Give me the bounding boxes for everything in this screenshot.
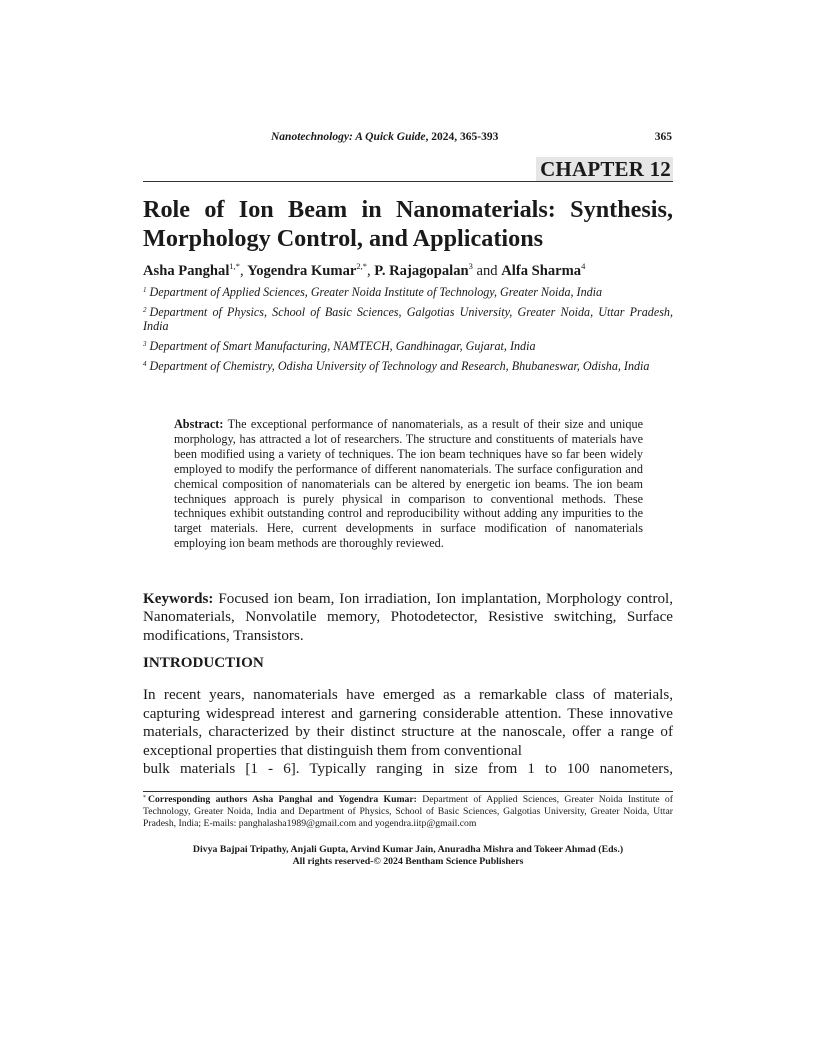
- copyright-line: All rights reserved-© 2024 Bentham Science Publishers: [292, 855, 524, 867]
- affiliation-text: Department of Physics, School of Basic Sciences, Galgotias University, Greater Noida, Uttar Pradesh, India: [143, 304, 673, 334]
- author-affil-mark: 2,*: [356, 261, 367, 271]
- affiliation-list: [143, 285, 673, 379]
- author-name: Asha Panghal: [143, 263, 230, 279]
- author-affil-mark: 3: [468, 261, 473, 271]
- journal-citation: [271, 131, 498, 143]
- abstract-text: The exceptional performance of nanomaterials, as a result of their size and unique morphology, has attracted a lot of researchers. The structure and constituents of materials have been modified using a variety of techniques. The ion beam techniques have so far been widely employed to modify the performance of different nanomaterials. The surface configuration and chemical composition of nanomaterials can be altered by energetic ion beams. The ion beam techniques approach is purely physical in comparison to conventional methods. These techniques exhibit outstanding control and reproducibility without adding any impurities to the target materials. Here, current developments in surface modification of nanomaterials employing ion beam methods are thoroughly reviewed.: [174, 417, 643, 551]
- affiliation-text: Department of Chemistry, Odisha University of Technology and Research, Bhubaneswar, Odisha, India: [149, 359, 650, 374]
- running-head: [143, 131, 673, 147]
- title-line-2: Morphology Control, and Applications: [143, 224, 544, 252]
- author-separator: and: [472, 263, 502, 279]
- abstract: [174, 417, 643, 551]
- footnote-label: Corresponding authors Asha Panghal and Yogendra Kumar:: [148, 794, 417, 805]
- author-name: Alfa Sharma: [501, 263, 582, 279]
- affiliation-number: 1: [143, 286, 147, 294]
- author-name: P. Rajagopalan: [374, 263, 469, 279]
- footnote-text: Department of Applied Sciences, Greater Noida Institute of Technology, Greater Noida, India and Department of Physics, School of Basic Sciences, Galgotias University, Greater Noida, Uttar Pradesh, India; E-mails: panghalasha1989@gmail.com and yogendra.iitp@gmail.com: [143, 794, 673, 829]
- affiliation: [143, 285, 673, 300]
- author-name: Yogendra Kumar: [247, 263, 357, 279]
- keywords: [143, 590, 673, 645]
- abstract-label: Abstract:: [174, 417, 224, 431]
- page-number: 365: [654, 131, 672, 143]
- section-heading-introduction: INTRODUCTION: [143, 655, 264, 671]
- editors-credit: [143, 844, 673, 868]
- affiliation: [143, 305, 673, 334]
- introduction-last-line: bulk materials [1 - 6]. Typically ranging in size from 1 to 100 nanometers,: [143, 761, 673, 778]
- corresponding-author-footnote: [143, 794, 673, 829]
- chapter-title: [143, 196, 673, 253]
- author-affil-mark: 1,*: [229, 261, 240, 271]
- title-line-1: Role of Ion Beam in Nanomaterials: Synthesis,: [143, 196, 673, 223]
- journal-details: , 2024, 365-393: [425, 131, 499, 143]
- affiliation-number: 4: [143, 360, 147, 369]
- header-rule: [143, 181, 673, 182]
- author-affil-mark: 4: [581, 261, 586, 271]
- affiliation-text: Department of Applied Sciences, Greater Noida Institute of Technology, Greater Noida, India: [149, 285, 603, 299]
- author-separator: ,: [366, 263, 375, 279]
- author-separator: ,: [240, 263, 248, 279]
- author-list: [143, 262, 673, 280]
- editors-names: Divya Bajpai Tripathy, Anjali Gupta, Arvind Kumar Jain, Anuradha Mishra and Tokeer Ahmad (Eds.): [192, 844, 624, 855]
- affiliation-number: 2: [143, 305, 147, 314]
- affiliation: [143, 339, 673, 354]
- affiliation-text: Department of Smart Manufacturing, NAMTECH, Gandhinagar, Gujarat, India: [149, 339, 536, 354]
- footnote-marker: *: [143, 795, 146, 801]
- keywords-text: Focused ion beam, Ion irradiation, Ion implantation, Morphology control, Nanomaterials, Nonvolatile memory, Photodetector, Resistive switching, Surface modifications, Transistors.: [143, 591, 673, 644]
- introduction-paragraph: [143, 686, 673, 779]
- journal-title: Nanotechnology: A Quick Guide: [271, 131, 426, 143]
- affiliation: [143, 359, 673, 374]
- affiliation-number: 3: [143, 340, 147, 349]
- footnote-rule: [143, 791, 673, 792]
- chapter-label: CHAPTER 12: [536, 157, 673, 182]
- keywords-label: Keywords:: [143, 591, 214, 607]
- introduction-body: In recent years, nanomaterials have emerged as a remarkable class of materials, capturing widespread interest and garnering considerable attention. These innovative materials, characterized by their distinct structure at the nanoscale, offer a range of exceptional properties that distinguish them from conventional: [143, 687, 673, 759]
